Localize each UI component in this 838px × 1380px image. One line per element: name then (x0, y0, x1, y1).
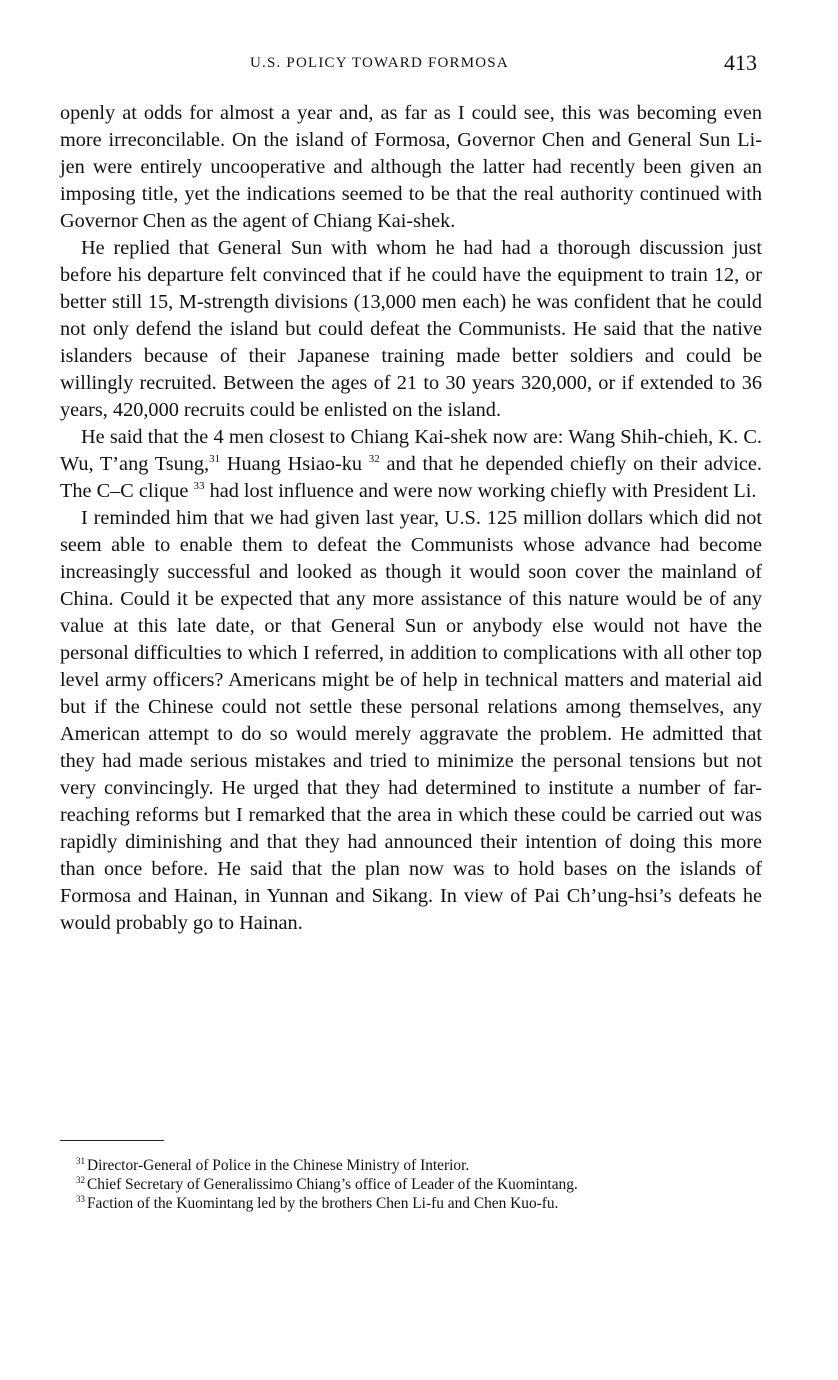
footnote-divider (60, 1140, 164, 1141)
paragraph-text: had lost influence and were now working chiefly with President Li. (204, 480, 757, 502)
running-title: U.S. POLICY TOWARD FORMOSA (250, 55, 509, 71)
footnote-text: Faction of the Kuomintang led by the brothers Chen Li-fu and Chen Kuo-fu. (87, 1195, 559, 1212)
paragraph: I reminded him that we had given last year, U.S. 125 million dollars which did not seem able to enable them to defeat the Communists whose advance had become increasingly successful and looked as though it would soon cover the mainland of China. Could it be expected that any more assistance of this nature would be of any value at this late date, or that General Sun or anybody else would not have the personal difficulties to which I referred, in addition to complications with all other top level army officers? Americans might be of help in technical matters and material aid but if the Chinese could not settle these personal relations among themselves, any American attempt to do so would merely aggravate the problem. He admitted that they had made serious mistakes and tried to minimize the personal tensions but not very convincingly. He urged that they had determined to institute a number of far-reaching reforms but I remarked that the area in which these could be carried out was rapidly diminishing and that they had announced their intention of doing this more than once before. He said that the plan now was to hold bases on the islands of Formosa and Hainan, in Yunnan and Sikang. In view of Pai Ch’ung-hsi’s defeats he would probably go to Hainan. (60, 507, 762, 934)
paragraph (60, 424, 762, 505)
body-text (60, 100, 762, 937)
paragraph-text: He said that the 4 men closest to Chiang Kai-shek now are: Wang Shih-chieh, K. C. Wu, T’ang Tsung, (60, 426, 762, 475)
footnote-mark: 33 (76, 1193, 85, 1204)
footnote-reference: 32 (368, 453, 380, 466)
footnote (58, 1175, 761, 1194)
paragraph-text: Huang Hsiao-ku (220, 453, 369, 475)
paragraph: openly at odds for almost a year and, as far as I could see, this was becoming even more irreconcilable. On the island of Formosa, Governor Chen and General Sun Li-jen were entirely uncooperative and although the latter had recently been given an imposing title, yet the indications seemed to be that the real authority continued with Governor Chen as the agent of Chiang Kai-shek. (60, 102, 762, 232)
page-number: 413 (724, 50, 757, 75)
footnote (58, 1156, 761, 1175)
footnote (58, 1194, 761, 1213)
footnote-mark: 31 (76, 1155, 85, 1166)
paragraph-text: and that he depended chiefly on their advice. The C–C clique (60, 453, 762, 502)
footnote-mark: 32 (76, 1174, 85, 1185)
footnotes (58, 1156, 761, 1213)
footnote-reference: 33 (193, 480, 205, 493)
footnote-reference: 31 (209, 453, 221, 466)
footnote-text: Director-General of Police in the Chinese Ministry of Interior. (87, 1157, 470, 1174)
paragraph: He replied that General Sun with whom he had had a thorough discussion just before his departure felt convinced that if he could have the equipment to train 12, or better still 15, M-strength divisions (13,000 men each) he was confident that he could not only defend the island but could defeat the Communists. He said that the native islanders because of their Japanese training made better soldiers and could be willingly recruited. Between the ages of 21 to 30 years 320,000, or if extended to 36 years, 420,000 recruits could be enlisted on the island. (60, 237, 762, 421)
footnote-text: Chief Secretary of Generalissimo Chiang’s office of Leader of the Kuomintang. (87, 1176, 578, 1193)
